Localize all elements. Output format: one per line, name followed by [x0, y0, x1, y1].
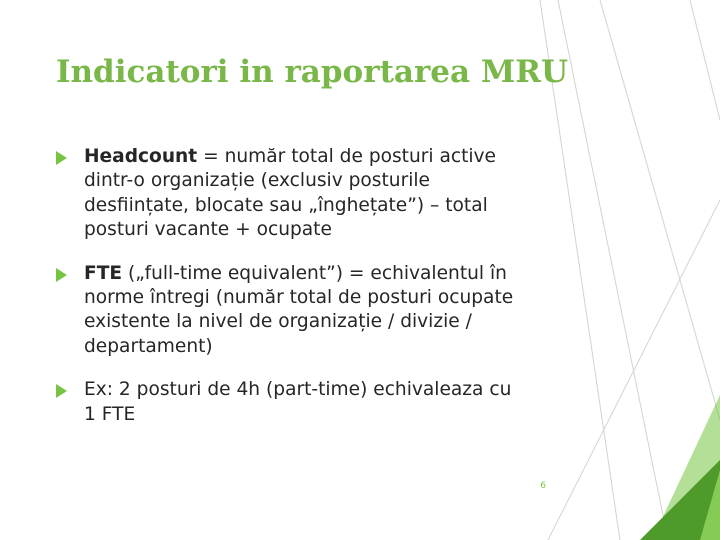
deco-line-5 — [690, 0, 720, 120]
bullet-item-headcount — [56, 145, 526, 243]
triangle-bullet-icon — [56, 268, 67, 282]
decorative-triangles — [640, 395, 720, 540]
bullet-text: = număr total de posturi active dintr-o organizație (exclusiv posturile desființate, blocate sau „înghețate”) – total posturi vacante + ocupate — [84, 146, 496, 241]
bullet-text: („full-time equivalent”) = echivalentul în norme întregi (număr total de posturi ocupate existente la nivel de organizație / divizie / departament) — [84, 262, 514, 357]
bullet-term: Headcount — [84, 146, 198, 167]
page-title: Indicatori in raportarea MRU — [56, 54, 569, 90]
triangle-bullet-icon — [56, 151, 67, 165]
triangle-bullet-icon — [56, 384, 67, 398]
bullet-text: Ex: 2 posturi de 4h (part-time) echivaleaza cu 1 FTE — [84, 379, 512, 425]
deco-line-2 — [558, 0, 668, 540]
bullet-item-example — [56, 378, 526, 427]
bullet-list — [56, 145, 526, 446]
deco-line-3 — [600, 0, 720, 420]
slide-number: 6 — [540, 481, 546, 491]
bullet-term: FTE — [84, 262, 123, 284]
bullet-item-fte — [56, 262, 526, 360]
